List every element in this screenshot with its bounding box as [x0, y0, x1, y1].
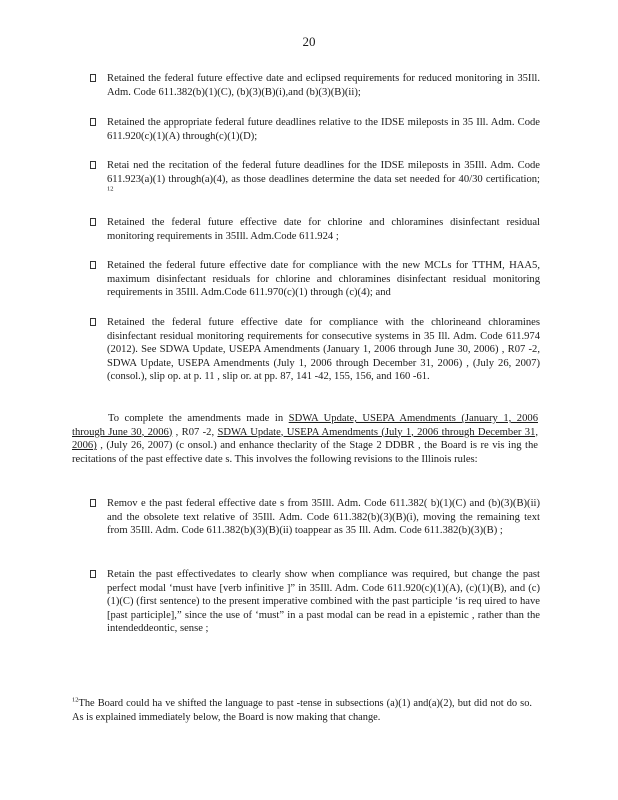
bullet-box-icon	[90, 570, 96, 578]
bullet-text: Retained the appropriate federal future deadlines relative to the IDSE mileposts in 35 Ill. Adm. Code 611.920(c)(1)(A) through(c)(1)(D);	[107, 117, 540, 142]
bullet-item	[90, 316, 540, 384]
page-number: 20	[302, 34, 316, 49]
footnote-reference: 12	[107, 185, 114, 193]
bullet-text: Retained the federal future effective date for chlorine and chloramines disinfectant residual monitoring requirements in 35Ill. Adm.Code 611.924 ;	[107, 217, 540, 242]
bullet-item	[90, 216, 540, 243]
bullet-item	[90, 259, 540, 300]
bullet-item	[90, 116, 540, 143]
bullet-item	[90, 72, 540, 99]
bullet-text: Remov e the past federal effective date s from 35Ill. Adm. Code 611.382( b)(1)(C) and (b)(3)(B)(ii) and the obsolete text relative of 35Ill. Adm. Code 611.382(b)(3)(B)(i), moving the remaining text from 35Ill. Adm. Code 611.382(b)(3)(B)(ii) toappear as 35 Ill. Adm. Code 611.382(b)(3)(B) ;	[107, 498, 540, 536]
bullet-text: Retai ned the recitation of the federal future deadlines for the IDSE mileposts in 35Ill. Adm. Code 611.923(a)(1) through(a)(4), as those deadlines determine the data set needed for 40/30 certification;	[107, 160, 540, 185]
bullet-box-icon	[90, 161, 96, 169]
body-paragraph	[72, 412, 538, 466]
footnote-text: The Board could ha ve shifted the language to past -tense in subsections (a)(1) and(a)(2), but did not do so. As is explained immediately below, the Board is now making that change.	[72, 698, 532, 723]
bullet-text: Retained the federal future effective date for compliance with the new MCLs for TTHM, HAA5, maximum disinfectant residuals for chlorine and chloramines disinfectant residual monitoring requirements in 35Ill. Adm.Code 611.970(c)(1) through (c)(4); and	[107, 260, 540, 298]
bullet-item	[90, 568, 540, 636]
bullet-box-icon	[90, 318, 96, 326]
bullet-item	[90, 497, 540, 538]
bullet-text-wrap	[107, 159, 540, 200]
bullet-box-icon	[90, 118, 96, 126]
case-citation: SDWA Update, USEPA Amendments (January 1, 2006 through June 30, 2006)	[72, 413, 538, 438]
bullet-box-icon	[90, 261, 96, 269]
bullet-box-icon	[90, 499, 96, 507]
paragraph-text: To complete the amendments made in	[108, 413, 289, 424]
paragraph-text: , (July 26, 2007) (c onsol.) and enhance theclarity of the Stage 2 DDBR , the Board is re vis ing the recitations of the past effective date s. This involves the following revisions to the Illinois rules:	[72, 440, 538, 465]
case-citation: SDWA Update, USEPA Amendments (July 1, 2006 through December 31, 2006)	[72, 426, 539, 451]
bullet-text: Retained the federal future effective date and eclipsed requirements for reduced monitoring in 35Ill. Adm. Code 611.382(b)(1)(C), (b)(3)(B)(i),and (b)(3)(B)(ii);	[107, 73, 540, 98]
footnote	[72, 697, 532, 724]
footnote-marker: 12	[72, 696, 79, 704]
bullet-item	[90, 159, 540, 200]
bullet-text: Retain the past effectivedates to clearly show when compliance was required, but change the past perfect modal ‘must have [verb infinitive ]” in 35Ill. Adm. Code 611.920(c)(1)(A), (c)(1)(B), and (c)(1)(C) (first sentence) to the present imperative combined with the past participle ‘is req uired to have [past participle],” since the use of ‘must” in a past modal can be read in a epistemic , rather than the intendeddeontic, sense ;	[107, 569, 540, 634]
bullet-box-icon	[90, 74, 96, 82]
paragraph-text: , R07 -2,	[172, 426, 218, 438]
bullet-box-icon	[90, 218, 96, 226]
bullet-text: Retained the federal future effective date for compliance with the chlorineand chloramines disinfectant residual monitoring requirements for consecutive systems in 35 Ill. Adm. Code 611.974 (2012). See SDWA Update, USEPA Amendments (January 1, 2006 through June 30, 2006) , R07 -2, SDWA Update, USEPA Amendments (July 1, 2006 through December 31, 2006) , (July 26, 2007) (consol.), slip op. at p. 11 , slip or. at pp. 87, 141 -42, 155, 156, and 160 -61.	[107, 317, 540, 382]
